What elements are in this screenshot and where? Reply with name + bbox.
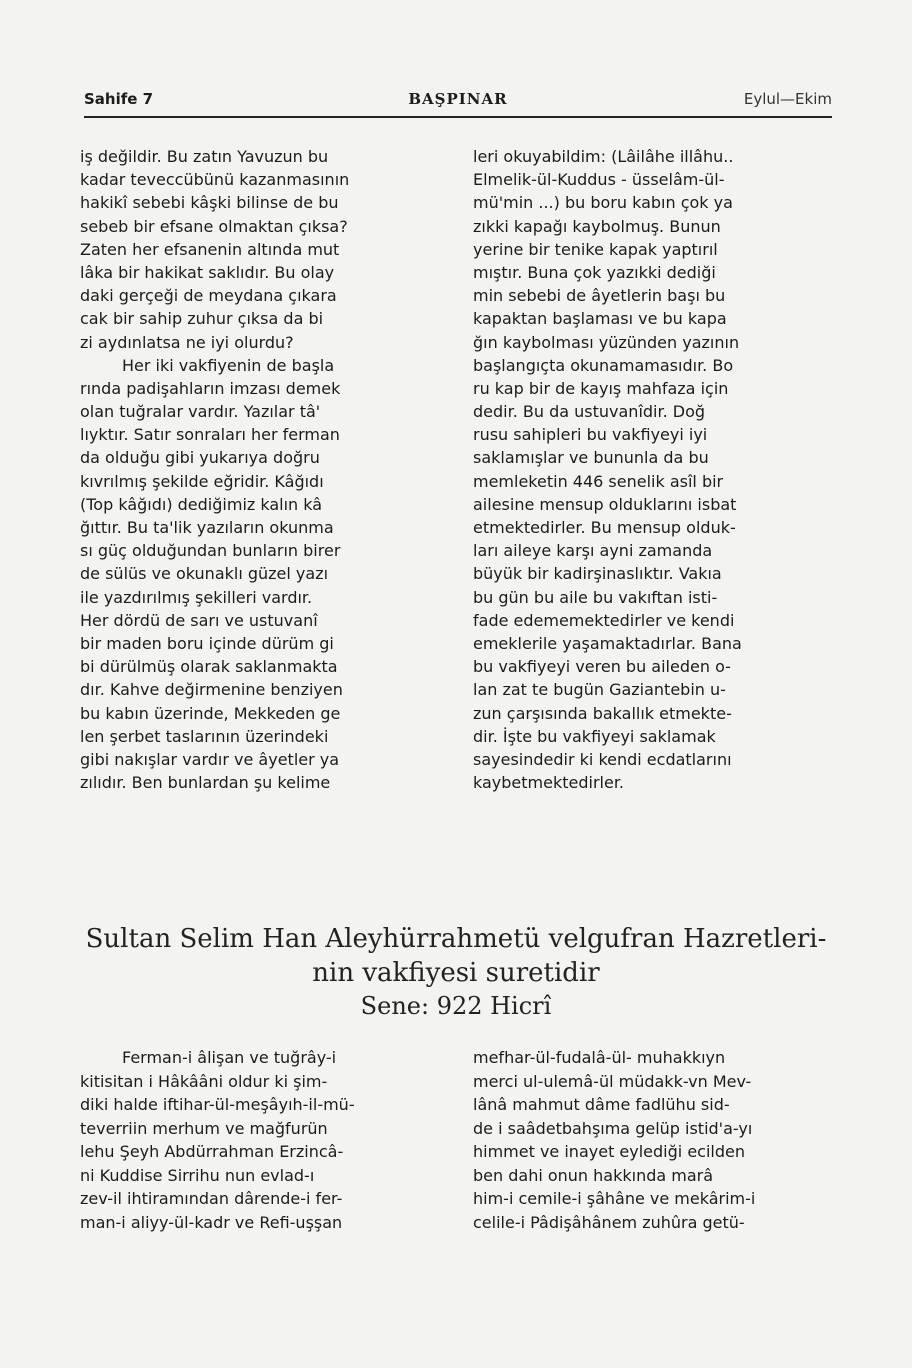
text-line: olan tuğralar vardır. Yazılar tâ' (80, 402, 321, 422)
text-line: celile-i Pâdişâhânem zuhûra getü- (473, 1212, 745, 1232)
text-line: ben dahi onun hakkında marâ (473, 1165, 714, 1185)
text-line: Ferman-i âlişan ve tuğrây-i (122, 1048, 337, 1067)
journal-title: BAŞPINAR (408, 90, 508, 108)
text-line: kıvrılmış şekilde eğridir. Kâğıdı (80, 471, 324, 491)
text-line: hakikî sebebi kâşki bilinse de bu (80, 193, 339, 213)
text-line: ları aileye karşı ayni zamanda (473, 541, 713, 561)
text-line: bu vakfiyeyi veren bu aileden o- (473, 657, 731, 677)
text-line: bir maden boru içinde dürüm gi (80, 633, 334, 653)
text-line: de sülüs ve okunaklı güzel yazı (80, 564, 329, 584)
text-line: ailesine mensup olduklarını isbat (473, 494, 737, 514)
text-line: leri okuyabildim: (Lâilâhe illâhu.. (473, 147, 734, 166)
text-line: cak bir sahip zuhur çıksa da bi (80, 309, 324, 329)
text-line: zun çarşısında bakallık etmekte- (473, 703, 732, 723)
text-line: bu gün bu aile bu vakıftan isti- (473, 587, 718, 607)
text-line: memleketin 446 senelik asîl bir (473, 471, 724, 491)
text-line: lânâ mahmut dâme fadlühu sid- (473, 1095, 730, 1114)
text-line: lıyktır. Satır sonraları her ferman (80, 425, 340, 445)
text-line: bu kabın üzerinde, Mekkeden ge (80, 703, 341, 723)
text-column-left (80, 145, 432, 794)
text-line: kadar teveccübünü kazanmasının (80, 170, 350, 190)
text-line: ru kap bir de kayış mahfaza için (473, 378, 729, 398)
text-line: ğıttır. Bu ta'lik yazıların okunma (80, 518, 334, 537)
text-line: zev-il ihtiramından dârende-i fer- (80, 1189, 343, 1208)
text-line: kapaktan başlaması ve bu kapa (473, 309, 727, 329)
text-line: zıkki kapağı kaybolmuş. Bunun (473, 216, 721, 236)
text-line: etmektedirler. Bu mensup olduk- (473, 518, 736, 537)
text-line: fade edememektedirler ve kendi (473, 610, 735, 630)
text-line: rında padişahların imzası demek (80, 378, 341, 398)
text-line: emeklerile yaşamaktadırlar. Bana (473, 633, 742, 653)
text-line: mefhar-ül-fudalâ-ül- muhakkıyn (473, 1048, 726, 1067)
text-line: ni Kuddise Sirrihu nun evlad-ı (80, 1165, 315, 1185)
text-line: bi dürülmüş olarak saklanmakta (80, 657, 338, 677)
text-line: Her iki vakfiyenin de başla (122, 355, 335, 375)
text-line: başlangıçta okunamamasıdır. Bo (473, 355, 734, 375)
text-line: teverriin merhum ve mağfurün (80, 1118, 328, 1138)
text-line: kitisitan i Hâkââni oldur ki şim- (80, 1071, 328, 1091)
text-line: lan zat te bugün Gaziantebin u- (473, 680, 726, 700)
document-text-left (80, 1046, 432, 1234)
text-line: Zaten her efsanenin altında mut (80, 239, 340, 259)
page-header (84, 90, 832, 114)
text-line: de i saâdetbahşıma gelüp istid'a-yı (473, 1118, 753, 1138)
text-line: Elmelik-ül-Kuddus - üsselâm-ül- (473, 170, 725, 190)
text-line: dedir. Bu da ustuvanîdir. Doğ (473, 402, 706, 422)
text-line: daki gerçeği de meydana çıkara (80, 286, 337, 306)
document-text-right (473, 1046, 835, 1234)
text-line: Her dördü de sarı ve ustuvanî (80, 610, 318, 630)
section-title-year: Sene: 922 Hicrî (360, 992, 552, 1020)
text-line: himmet ve inayet eylediği ecilden (473, 1142, 745, 1161)
text-line: dir. İşte bu vakfiyeyi saklamak (473, 726, 716, 746)
text-line: sayesindedir ki kendi ecdatlarını (473, 749, 732, 769)
page-number: Sahife 7 (84, 90, 154, 108)
text-column-right (473, 145, 833, 794)
text-line: dır. Kahve değirmenine benziyen (80, 680, 343, 700)
text-line: yerine bir tenike kapak yaptırıl (473, 239, 718, 259)
text-line: kaybetmektedirler. (473, 773, 625, 793)
section-title-line-2: nin vakfiyesi suretidir (312, 958, 600, 988)
text-line: ile yazdırılmış şekilleri vardır. (80, 587, 313, 607)
text-line: büyük bir kadirşinaslıktır. Vakıa (473, 564, 722, 584)
text-line: sı güç olduğundan bunların birer (80, 541, 341, 561)
text-line: gibi nakışlar vardır ve âyetler ya (80, 749, 340, 769)
text-line: lâka bir hakikat saklıdır. Bu olay (80, 262, 335, 282)
text-line: mü'min ...) bu boru kabın çok ya (473, 193, 733, 213)
header-rule (84, 116, 832, 118)
text-line: zılıdır. Ben bunlardan şu kelime (80, 773, 331, 793)
text-line: sebeb bir efsane olmaktan çıksa? (80, 216, 348, 236)
text-line: ğın kaybolması yüzünden yazının (473, 332, 740, 352)
text-line: man-i aliyy-ül-kadr ve Refi-uşşan (80, 1212, 343, 1232)
text-line: him-i cemile-i şâhâne ve mekârim-i (473, 1189, 756, 1208)
text-line: lehu Şeyh Abdürrahman Erzincâ- (80, 1142, 344, 1161)
text-line: iş değildir. Bu zatın Yavuzun bu (80, 147, 329, 166)
text-line: merci ul-ulemâ-ül müdakk-vn Mev- (473, 1071, 752, 1091)
text-line: (Top kâğıdı) dediğimiz kalın kâ (80, 494, 323, 514)
text-line: rusu sahipleri bu vakfiyeyi iyi (473, 425, 708, 445)
text-line: min sebebi de âyetlerin başı bu (473, 286, 726, 306)
section-title-line-1: Sultan Selim Han Aleyhürrahmetü velgufran Hazretleri- (85, 924, 827, 954)
text-line: mıştır. Buna çok yazıkki dediği (473, 262, 716, 282)
text-line: len şerbet taslarının üzerindeki (80, 726, 329, 746)
text-line: zi aydınlatsa ne iyi olurdu? (80, 332, 294, 352)
text-line: da olduğu gibi yukarıya doğru (80, 448, 320, 468)
text-line: saklamışlar ve bununla da bu (473, 448, 709, 468)
issue-date: Eylul—Ekim (743, 90, 832, 108)
text-line: diki halde iftihar-ül-meşâyıh-il-mü- (80, 1095, 355, 1114)
